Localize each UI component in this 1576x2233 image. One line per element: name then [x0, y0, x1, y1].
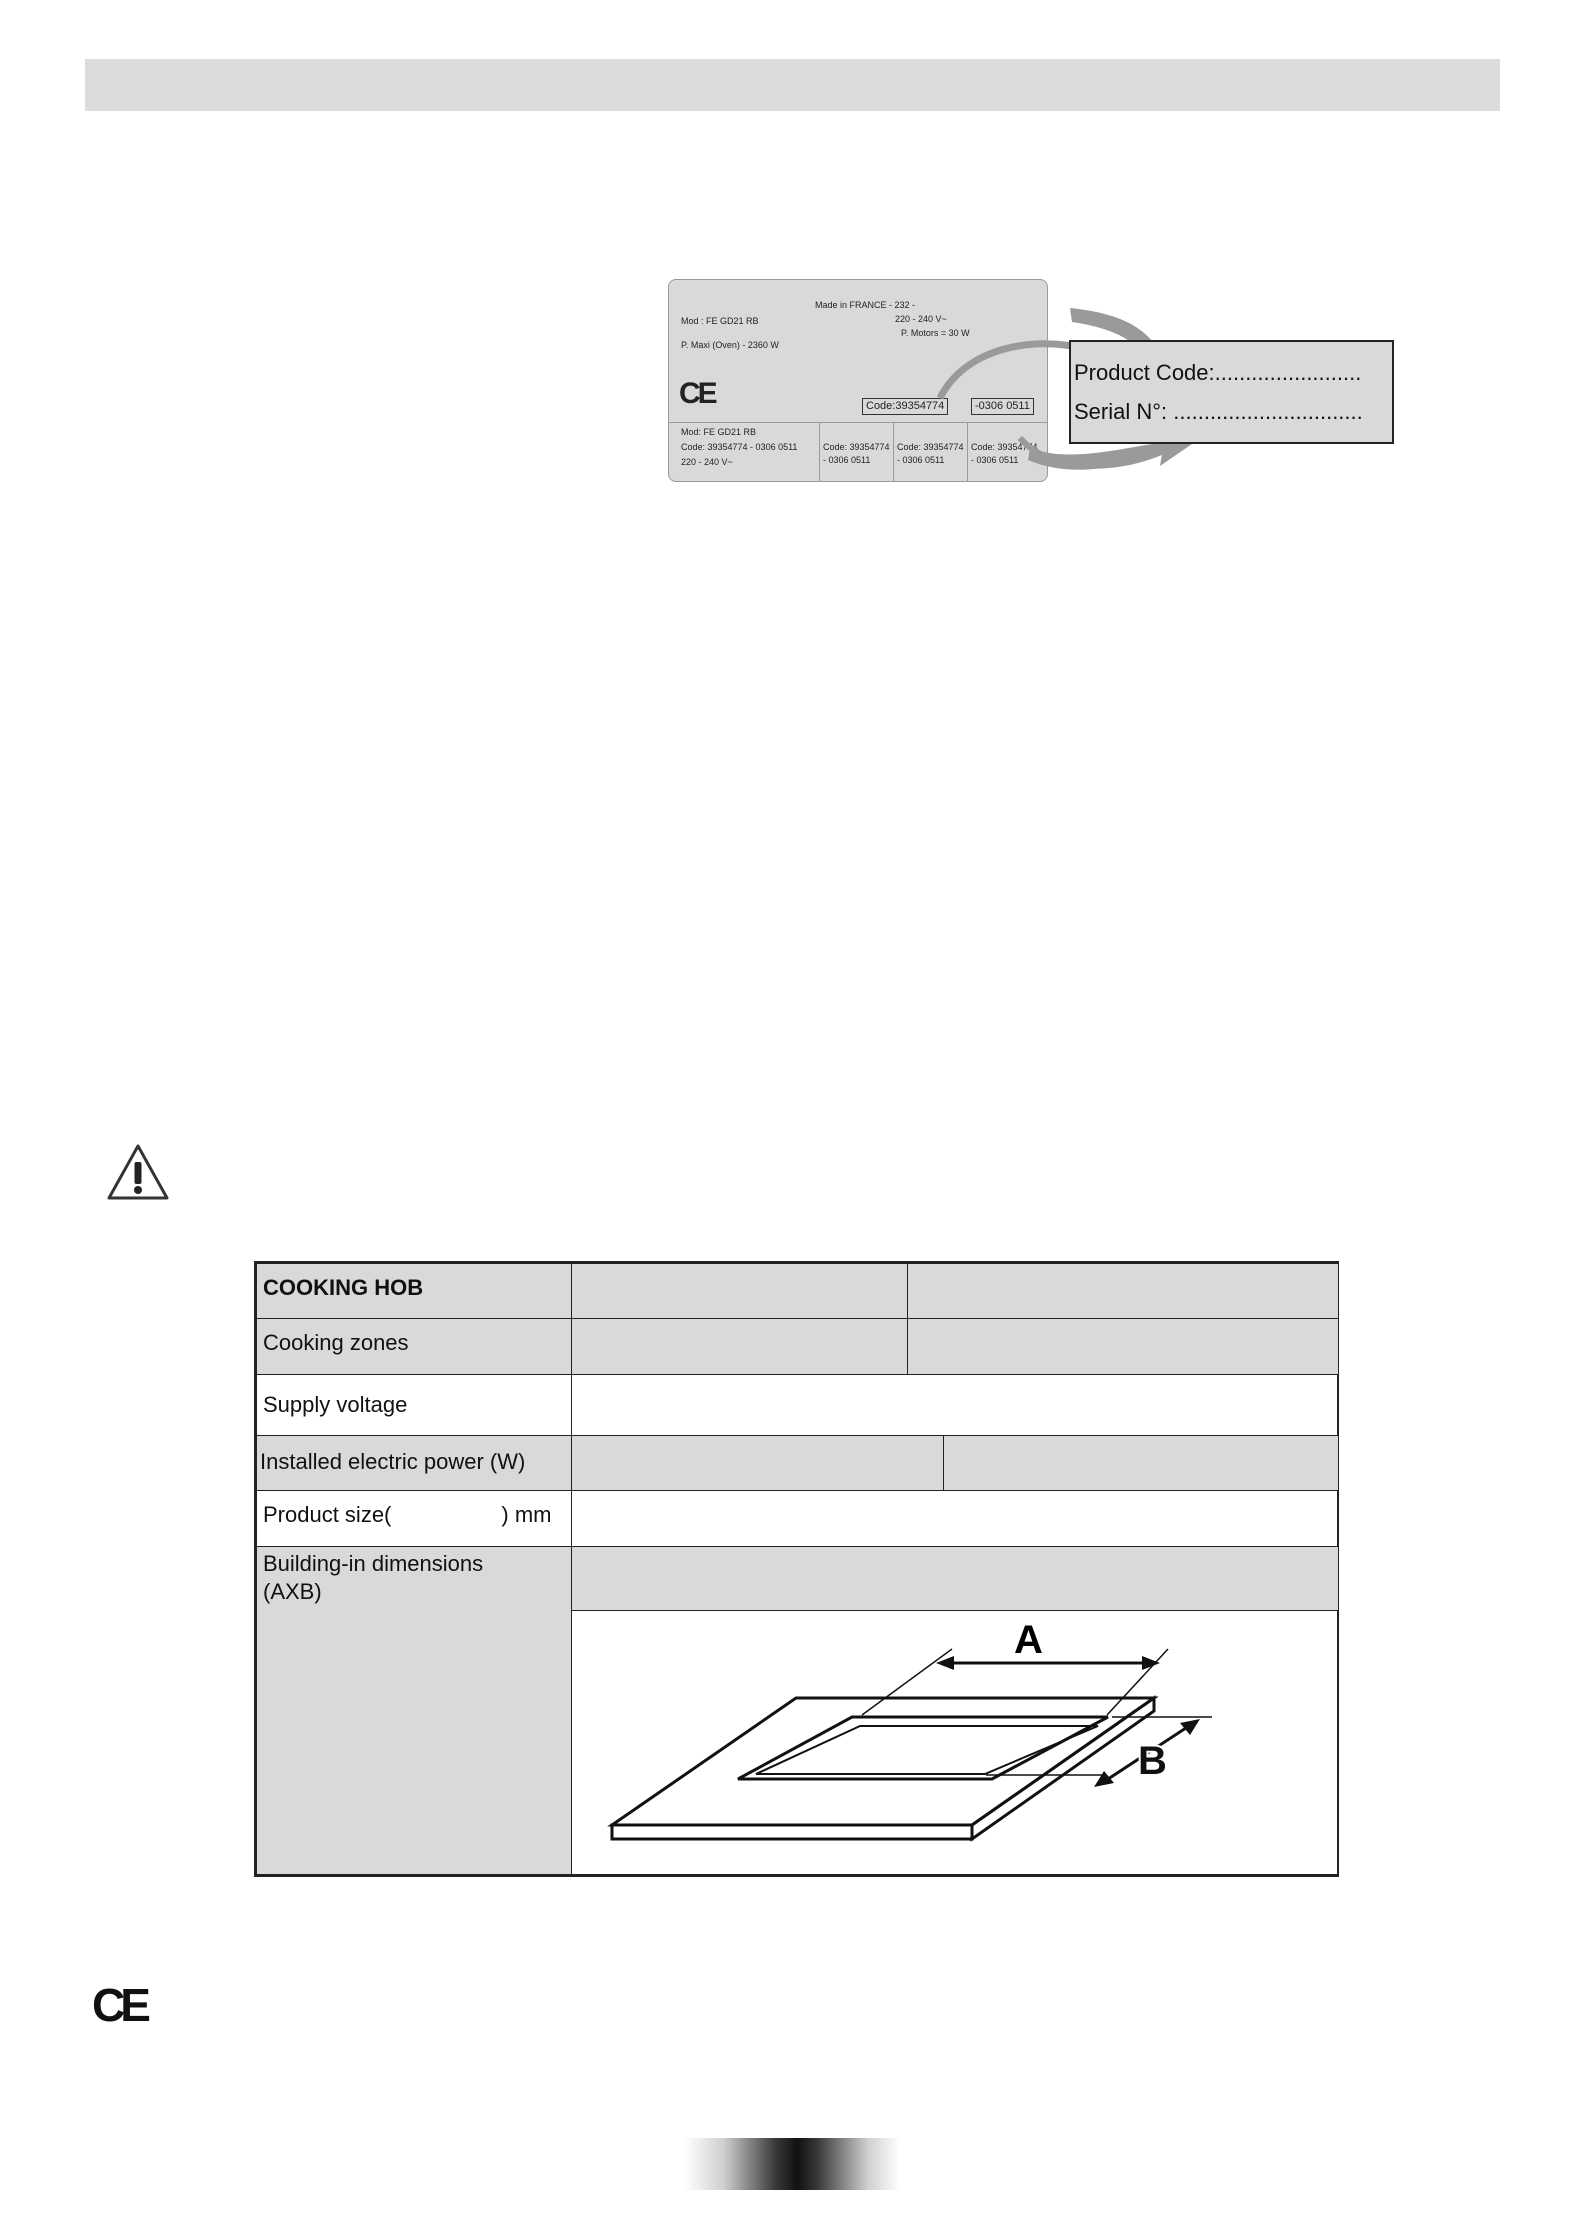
product-size-open: Product size(: [263, 1502, 392, 1527]
product-size-close: ) mm: [501, 1502, 552, 1527]
building-in-label: [256, 1546, 572, 1875]
ce-mark: CE: [92, 1979, 146, 2031]
plate-lower-code: Code: 39354774 - 0306 0511: [681, 442, 798, 452]
product-size-label: [256, 1490, 572, 1547]
cutout-diagram-cell: [571, 1610, 1339, 1875]
plate-stub-serial: - 0306 0511: [897, 455, 945, 465]
dimension-a-label: A: [1014, 1618, 1043, 1662]
table-cell: [571, 1263, 908, 1319]
serial-number-field: Serial N°: ...............................: [1074, 399, 1363, 424]
product-code-record-box: [1069, 340, 1394, 444]
table-cell: [907, 1318, 1339, 1375]
plate-stub-code: Code: 39354774: [823, 442, 890, 452]
warning-icon: [105, 1142, 171, 1202]
plate-motors: P. Motors = 30 W: [901, 328, 970, 338]
plate-model: Mod : FE GD21 RB: [681, 316, 759, 326]
plate-lower-model: Mod: FE GD21 RB: [681, 427, 757, 437]
table-cell: [571, 1374, 1339, 1436]
plate-made-in: Made in FRANCE - 232 -: [815, 300, 916, 310]
table-cell: [571, 1490, 1339, 1547]
ce-mark-plate: CE: [679, 377, 715, 410]
installed-power-label: Installed electric power (W): [256, 1435, 572, 1491]
table-cell: [571, 1546, 1339, 1611]
plate-stub-code: Code: 39354774: [971, 442, 1038, 452]
building-in-line1: Building-in dimensions: [263, 1551, 484, 1576]
plate-divider: [819, 422, 820, 481]
cooking-hob-label: COOKING HOB: [256, 1263, 572, 1319]
plate-stub-serial: - 0306 0511: [823, 455, 871, 465]
table-cell: [571, 1435, 944, 1491]
dimension-b-label: B: [1138, 1739, 1167, 1783]
plate-lower-voltage: 220 - 240 V~: [681, 457, 733, 467]
plate-stub-code: Code: 39354774: [897, 442, 964, 452]
page-number-tab: [685, 2138, 900, 2190]
spec-table: [254, 1261, 1339, 1877]
table-cell: [907, 1263, 1339, 1319]
plate-divider: [893, 422, 894, 481]
cutout-diagram: [572, 1611, 1338, 1874]
product-code-field: Product Code:........................: [1074, 360, 1362, 385]
plate-p-maxi: P. Maxi (Oven) - 2360 W: [681, 340, 779, 350]
plate-voltage: 220 - 240 V~: [895, 314, 947, 324]
cooking-zones-label: Cooking zones: [256, 1318, 572, 1375]
header-bar: [85, 59, 1500, 111]
building-in-line2: (AXB): [263, 1579, 322, 1604]
plate-stub-serial: - 0306 0511: [971, 455, 1019, 465]
plate-code-box: Code:39354774: [862, 398, 948, 415]
table-cell: [943, 1435, 1339, 1491]
plate-serial-box: -0306 0511: [971, 398, 1034, 415]
supply-voltage-label: Supply voltage: [256, 1374, 572, 1436]
table-cell: [571, 1318, 908, 1375]
